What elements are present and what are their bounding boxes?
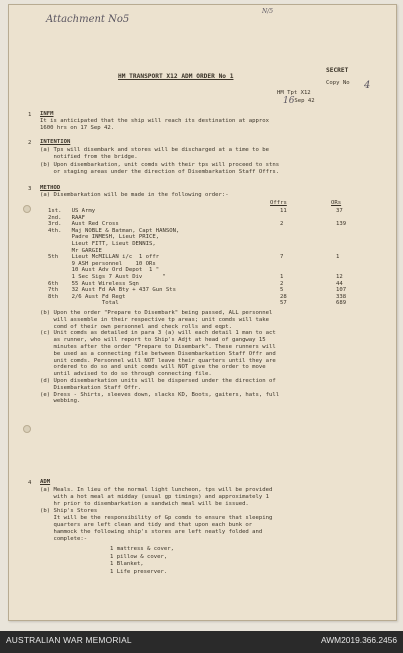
section-3-line: as runner, who will report to Ship's Adjt at head of gangway 15 [40,337,266,344]
ship-store-item: 1 mattress & cover, [110,546,174,552]
order-row-offrs: 2 [280,280,284,287]
reference-line-1: HM Tpt X12 [277,90,311,96]
order-row-offrs: 11 [280,208,287,214]
section-4-line: complete:- [40,536,88,542]
section-4-line: hr prior to disembarkation a sandwich meal will be issued. [40,501,249,507]
section-3-line: webbing. [40,398,81,405]
order-row-offrs: 57 [280,300,287,307]
secret-label: SECRET [326,67,349,74]
section-3-line: (d) Upon disembarkation units will be dispersed under the direction of [40,378,276,384]
section-3-line: comd of their own personnel and check rolls and eqpt. [40,323,232,330]
section-3-intro: (a) Disembarkation will be made in the following order:- [40,192,229,198]
section-3-line: (c) Unit comds as detailed in para 3 (a) will each detail 1 man to act [40,330,276,337]
order-row-label: 1 Sec Sigs 7 Aust Div " [48,274,166,280]
section-2-line-3: (b) Upon disembarkation, unit comds with their tps will proceed to stns [40,162,280,168]
order-row-label: 2nd. RAAF [48,214,86,221]
section-3-line: ordered to do so and unit comds will NOT give the order to move [40,364,266,371]
section-2-line-4: or staging areas under the direction of Disembarkation Staff Offrs. [40,169,280,175]
column-offrs-header: Offrs [270,200,287,206]
footer-institution: AUSTRALIAN WAR MEMORIAL [6,635,132,645]
section-3-line: be used as a connecting file between Disembarkation Staff Offr and [40,350,276,357]
copy-no-label: Copy No [326,80,350,86]
section-4-line: It will be the responsibility of Gp comds to ensure that sleeping [40,515,273,521]
order-row-ors: 37 [336,208,343,214]
order-row-offrs: 28 [280,293,287,300]
section-3-number: 3 [28,186,32,192]
section-2-heading: INTENTION [40,139,71,145]
ship-store-item: 1 Blanket, [110,561,144,568]
order-row-label: 5th Lieut McMILLAN i/c 1 offr [48,254,160,261]
ship-store-item: 1 pillow & cover, [110,553,168,560]
column-ors-header: ORs [331,200,342,206]
order-row-label: 7th 32 Aust Fd AA Bty + 437 Gun Sts [48,287,176,294]
order-row-ors: 12 [336,274,343,280]
order-row-ors: 44 [336,280,343,287]
ship-store-item: 1 Life preserver. [110,568,168,575]
section-1-heading: INFM [40,111,54,117]
handwritten-copy-number: 4 [364,80,371,91]
section-4-line: (b) Ship's Stores [40,508,98,514]
order-row-label: Total [48,300,119,307]
footer-accession-number: AWM2019.366.2456 [320,635,397,645]
order-row-offrs: 5 [280,287,284,294]
reference-line-2: Sep 42 [291,98,315,104]
punch-hole [23,425,31,433]
section-4-number: 4 [28,480,32,486]
handwritten-attachment-note: Attachment No5 [46,14,130,25]
order-row-label: Mr GARGIE [48,247,102,254]
order-row-ors: 107 [336,287,347,294]
handwritten-corner-mark: N/5 [262,8,274,15]
section-2-number: 2 [28,140,32,146]
section-2-line-2: notified from the bridge. [40,154,138,160]
order-row-label: 3rd. Aust Red Cross [48,221,119,228]
section-4-line: hammock the following ship's stores are left neatly folded and [40,529,263,535]
order-row-offrs: 2 [280,221,284,228]
section-3-line: unit comds. Personnel will NOT leave their quarters until they are [40,357,276,364]
section-4-line: (a) Meals. In lieu of the normal light luncheon, tps will be provided [40,487,273,493]
order-row-label: Padre INMESH, Lieut PRICE, [48,234,160,241]
section-1-number: 1 [28,112,32,118]
section-2-line-1: (a) Tps will disembark and stores will be discharged at a time to be [40,147,270,153]
section-3-line: Disembarkation Staff Offr. [40,384,142,391]
order-row-ors: 338 [336,293,347,300]
order-row-label: 10 Aust Adv Ord Depot 1 " [48,267,160,274]
section-3-line: minutes after the order "Prepare to Disembark". These runners will [40,344,276,350]
section-1-line-1: It is anticipated that the ship will reach its destination at approx [40,118,270,124]
section-3-line: until advised to do so through connecting file. [40,371,212,378]
section-4-line: with a hot meal at midday (usual gp timings) and approximately 1 [40,494,270,500]
section-1-line-2: 1600 hrs on 17 Sep 42. [40,125,115,131]
section-4-heading: ADM [40,479,51,485]
document-title: HM TRANSPORT X12 ADM ORDER No 1 [118,73,234,80]
order-row-label: 8th 2/6 Aust Fd Regt [48,293,126,300]
order-row-ors: 1 [336,254,340,261]
order-row-label: 6th 55 Aust Wireless Sqn [48,280,139,287]
handwritten-date-day: 16 [283,96,295,106]
order-row-ors: 139 [336,221,347,228]
order-row-label: 1st. US Army [48,208,96,214]
section-3-heading: METHOD [40,185,61,191]
order-row-label: 4th. Maj NOBLE & Batman, Capt HANSON, [48,227,180,234]
punch-hole [23,205,31,213]
section-3-line: will assemble in their respective tp areas; unit comds will take [40,316,270,323]
section-3-line: (e) Dress - Shirts, sleeves down, slacks KD, Boots, gaiters, hats, full [40,391,280,398]
section-4-line: quarters are left clean and tidy and that upon each bunk or [40,522,253,528]
order-row-offrs: 7 [280,254,284,261]
section-3-line: (b) Upon the order "Prepare to Disembark" being passed, ALL personnel [40,310,273,316]
order-row-label: Lieut FITT, Lieut DENNIS, [48,241,156,247]
order-row-label: 9 ASH personnel 10 ORs [48,260,156,267]
order-row-offrs: 1 [280,274,284,280]
order-row-ors: 689 [336,300,347,307]
footer-bar [0,631,403,653]
